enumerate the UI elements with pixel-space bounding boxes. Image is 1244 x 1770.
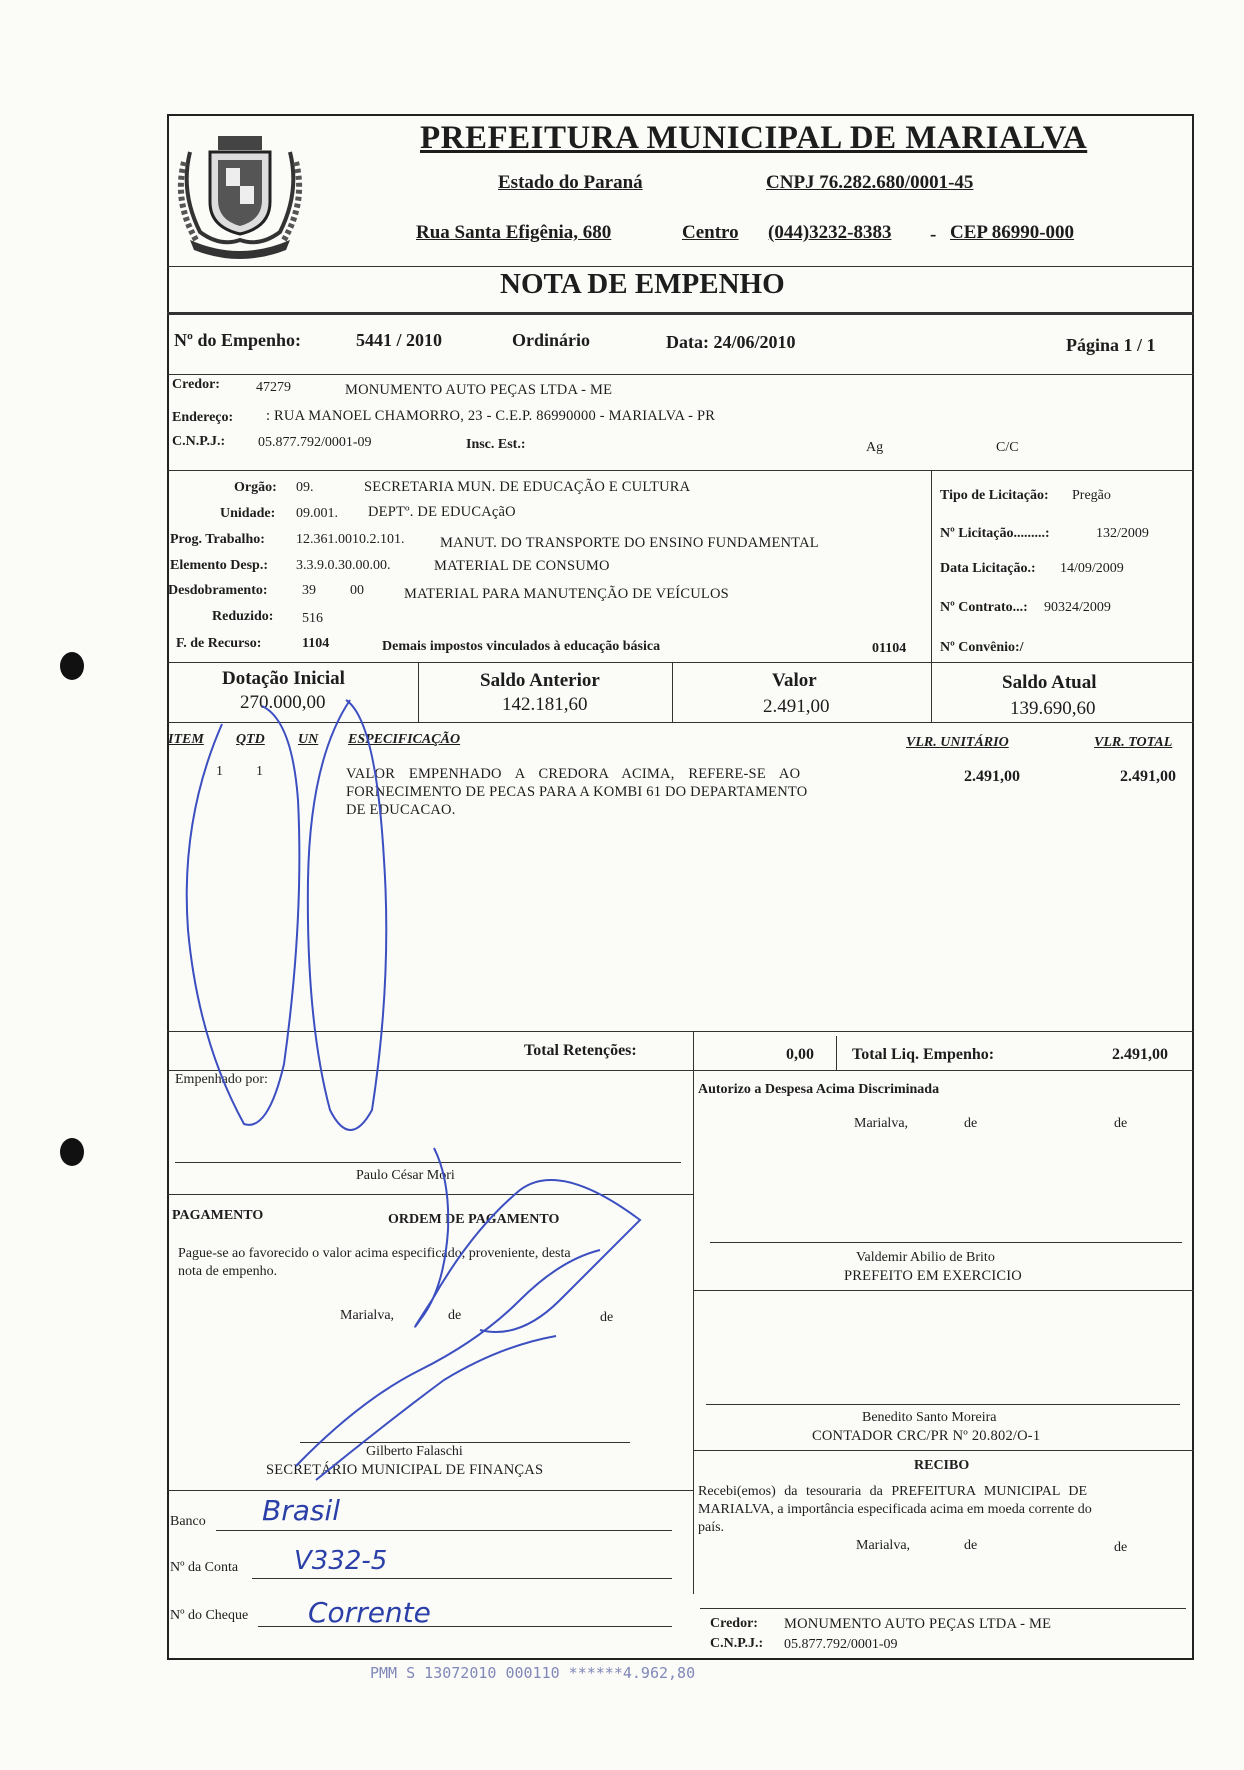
unidade-label: Unidade:: [220, 506, 276, 521]
item-unit-value: 2.491,00: [964, 768, 1020, 785]
cheque-value: Corrente: [308, 1596, 431, 1629]
recibo-credor-name: MONUMENTO AUTO PEÇAS LTDA - ME: [784, 1616, 1052, 1632]
divider: [167, 1194, 694, 1195]
recibo-text-1: Recebi(emos) da tesouraria da PREFEITURA MUNICIPAL DE: [698, 1484, 1088, 1499]
desdobramento-label: Desdobramento:: [168, 583, 268, 598]
valor-value: 2.491,00: [763, 696, 830, 717]
divider: [693, 1450, 1194, 1451]
col-unit-header: VLR. UNITÁRIO: [906, 735, 1009, 750]
divider: [167, 312, 1194, 315]
recurso-label: F. de Recurso:: [176, 636, 262, 651]
divider: [167, 266, 1194, 267]
pagamento-label: PAGAMENTO: [172, 1208, 264, 1223]
pagamento-text-1: Pague-se ao favorecido o valor acima especificado, proveniente, desta: [178, 1246, 571, 1261]
data-licitacao-value: 14/09/2009: [1060, 561, 1124, 576]
prog-trabalho-label: Prog. Trabalho:: [170, 532, 265, 547]
document-title: NOTA DE EMPENHO: [500, 268, 785, 300]
pagamento-de-1: de: [448, 1308, 462, 1323]
col-qtd-header: QTD: [236, 732, 265, 747]
page-number: Página 1 / 1: [1066, 335, 1156, 355]
unidade-desc: DEPTº. DE EDUCAçãO: [368, 504, 516, 520]
banco-value: Brasil: [262, 1494, 341, 1527]
col-un-header: UN: [298, 732, 319, 747]
header-rua: Rua Santa Efigênia, 680: [416, 222, 612, 243]
punch-hole-top: [60, 652, 84, 680]
reduzido-code: 516: [302, 611, 323, 626]
col-item-header: ITEM: [168, 732, 204, 747]
endereco-value: : RUA MANOEL CHAMORRO, 23 - C.E.P. 86990000 - MARIALVA - PR: [266, 408, 716, 424]
col-total-header: VLR. TOTAL: [1094, 735, 1173, 750]
divider: [167, 1070, 1194, 1071]
divider: [931, 470, 932, 662]
credor-code: 47279: [256, 380, 291, 395]
header-cep: CEP 86990-000: [950, 222, 1075, 243]
recurso-code-2: 01104: [872, 641, 907, 656]
prog-trabalho-desc: MANUT. DO TRANSPORTE DO ENSINO FUNDAMENTAL: [440, 535, 819, 551]
header-separator: -: [930, 224, 937, 245]
divider: [418, 662, 419, 722]
contrato-label: Nº Contrato...:: [940, 600, 1028, 615]
divider: [672, 662, 673, 722]
contrato-value: 90324/2009: [1044, 600, 1111, 615]
header-title: PREFEITURA MUNICIPAL DE MARIALVA: [420, 120, 1088, 156]
orgao-label: Orgão:: [234, 480, 277, 495]
unidade-code: 09.001.: [296, 506, 338, 521]
divider: [167, 1490, 694, 1491]
item-qtd: 1: [256, 764, 263, 779]
ag-label: Ag: [866, 440, 884, 455]
credor-label: Credor:: [172, 377, 220, 392]
signature-line: [700, 1608, 1186, 1609]
empenhado-por-label: Empenhado por:: [175, 1072, 268, 1087]
divider: [836, 1036, 837, 1070]
recibo-credor-label: Credor:: [710, 1616, 758, 1631]
item-desc-line-1: VALOR EMPENHADO A CREDORA ACIMA, REFERE-SE AO: [346, 766, 801, 782]
num-licitacao-value: 132/2009: [1096, 526, 1149, 541]
secretario-name: Gilberto Falaschi: [366, 1444, 463, 1459]
divider: [167, 374, 1194, 375]
total-liquido-value: 2.491,00: [1112, 1046, 1168, 1063]
empenhado-por-name: Paulo César Mori: [356, 1168, 455, 1183]
total-retencoes-value: 0,00: [786, 1046, 814, 1063]
signature-line: [300, 1442, 630, 1443]
recibo-cnpj-value: 05.877.792/0001-09: [784, 1637, 898, 1652]
tipo-licitacao-value: Pregão: [1072, 488, 1111, 503]
prog-trabalho-code: 12.361.0010.2.101.: [296, 532, 405, 547]
punch-hole-bottom: [60, 1138, 84, 1166]
prefeito-name: Valdemir Abilio de Brito: [856, 1250, 995, 1265]
recibo-cnpj-label: C.N.P.J.:: [710, 1636, 764, 1651]
divider: [167, 470, 1194, 471]
col-espec-header: ESPECIFICAÇÃO: [348, 732, 461, 747]
elemento-desc: MATERIAL DE CONSUMO: [434, 558, 610, 574]
endereco-label: Endereço:: [172, 410, 234, 425]
recurso-code: 1104: [302, 636, 330, 651]
divider: [167, 662, 1194, 663]
reduzido-label: Reduzido:: [212, 609, 274, 624]
signature-line: [710, 1242, 1182, 1243]
empenho-number: 5441 / 2010: [356, 330, 443, 350]
banco-label: Banco: [170, 1514, 206, 1529]
recurso-desc: Demais impostos vinculados à educação básica: [382, 639, 661, 654]
empenho-type: Ordinário: [512, 330, 591, 350]
signature-line: [706, 1404, 1180, 1405]
desdobramento-code-2: 00: [350, 583, 364, 598]
convenio-label: Nº Convênio:/: [940, 640, 1024, 655]
bank-authentication-stamp: PMM S 13072010 000110 ******4.962,80: [370, 1664, 696, 1682]
item-desc-line-2: FORNECIMENTO DE PECAS PARA A KOMBI 61 DO DEPARTAMENTO: [346, 784, 808, 800]
banco-field-line: [216, 1530, 672, 1531]
autorizo-city: Marialva,: [854, 1116, 909, 1131]
num-licitacao-label: Nº Licitação.........:: [940, 526, 1050, 541]
municipal-coat-of-arms-icon: [170, 122, 310, 260]
divider: [167, 1031, 1194, 1032]
cheque-label: Nº do Cheque: [170, 1608, 249, 1623]
insc-est-label: Insc. Est.:: [466, 437, 526, 452]
signature-line: [175, 1162, 681, 1163]
cnpj-value: 05.877.792/0001-09: [258, 435, 372, 450]
pagamento-text-2: nota de empenho.: [178, 1264, 278, 1279]
empenho-number-label: Nº do Empenho:: [174, 330, 301, 350]
elemento-code: 3.3.9.0.30.00.00.: [296, 558, 391, 573]
conta-field-line: [252, 1578, 672, 1579]
item-number: 1: [216, 764, 223, 779]
divider: [167, 722, 1194, 723]
pagamento-city: Marialva,: [340, 1308, 395, 1323]
orgao-code: 09.: [296, 480, 314, 495]
divider: [931, 662, 932, 722]
ordem-pagamento-label: ORDEM DE PAGAMENTO: [388, 1212, 560, 1227]
recibo-label: RECIBO: [914, 1458, 970, 1473]
desdobramento-desc: MATERIAL PARA MANUTENÇÃO DE VEÍCULOS: [404, 586, 729, 602]
header-telefone: (044)3232-8383: [768, 222, 892, 243]
cc-label: C/C: [996, 440, 1019, 455]
data-licitacao-label: Data Licitação.:: [940, 561, 1036, 576]
recibo-text-2: MARIALVA, a importância especificada acima em moeda corrente do: [698, 1502, 1092, 1517]
recibo-de-1: de: [964, 1538, 978, 1553]
total-liquido-label: Total Liq. Empenho:: [852, 1046, 995, 1063]
saldo-atual-value: 139.690,60: [1010, 698, 1096, 719]
conta-label: Nº da Conta: [170, 1560, 239, 1575]
dotacao-inicial-value: 270.000,00: [240, 692, 326, 713]
cnpj-label: C.N.P.J.:: [172, 434, 226, 449]
dotacao-inicial-label: Dotação Inicial: [222, 668, 345, 689]
recibo-de-2: de: [1114, 1540, 1128, 1555]
header-cnpj: CNPJ 76.282.680/0001-45: [766, 172, 974, 193]
elemento-label: Elemento Desp.:: [170, 558, 268, 573]
credor-name: MONUMENTO AUTO PEÇAS LTDA - ME: [345, 382, 613, 398]
autorizo-de-2: de: [1114, 1116, 1128, 1131]
empenho-date: Data: 24/06/2010: [666, 332, 796, 352]
recibo-city: Marialva,: [856, 1538, 911, 1553]
saldo-anterior-label: Saldo Anterior: [480, 670, 600, 691]
desdobramento-code-1: 39: [302, 583, 316, 598]
prefeito-title: PREFEITO EM EXERCICIO: [844, 1268, 1022, 1284]
orgao-desc: SECRETARIA MUN. DE EDUCAÇÃO E CULTURA: [364, 479, 691, 495]
recibo-text-3: país.: [698, 1520, 725, 1535]
saldo-anterior-value: 142.181,60: [502, 694, 588, 715]
contador-name: Benedito Santo Moreira: [862, 1410, 997, 1425]
valor-label: Valor: [772, 670, 817, 691]
divider: [693, 1290, 1194, 1291]
contador-title: CONTADOR CRC/PR Nº 20.802/O-1: [812, 1428, 1041, 1444]
item-desc-line-3: DE EDUCACAO.: [346, 802, 456, 818]
header-estado: Estado do Paraná: [498, 172, 643, 193]
divider: [693, 1031, 694, 1594]
tipo-licitacao-label: Tipo de Licitação:: [940, 488, 1049, 503]
secretario-title: SECRETÁRIO MUNICIPAL DE FINANÇAS: [266, 1462, 544, 1478]
autorizo-label: Autorizo a Despesa Acima Discriminada: [698, 1082, 940, 1097]
saldo-atual-label: Saldo Atual: [1002, 672, 1097, 693]
autorizo-de-1: de: [964, 1116, 978, 1131]
total-retencoes-label: Total Retenções:: [524, 1042, 637, 1059]
item-total-value: 2.491,00: [1120, 768, 1176, 785]
conta-value: V332-5: [294, 1546, 388, 1576]
header-centro: Centro: [682, 222, 739, 243]
pagamento-de-2: de: [600, 1310, 614, 1325]
